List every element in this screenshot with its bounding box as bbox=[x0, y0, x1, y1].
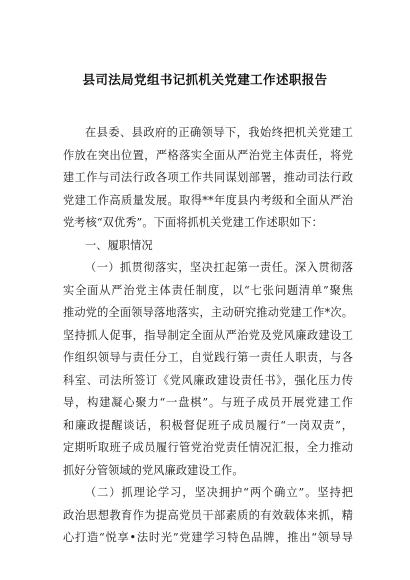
paragraph-line: 推动党的全面领导落地落实，主动研究推动党建工作*次。 bbox=[63, 306, 353, 319]
paragraph-line: （一）抓贯彻落实，坚决扛起第一责任。深入贯彻落 bbox=[85, 261, 353, 274]
paragraph-line: 建工作与司法行政各项工作共同谋划部署，推动司法行政 bbox=[63, 171, 353, 184]
paragraph-line: 政治思想教育作为提高党员干部素质的有效载体来抓，精 bbox=[63, 508, 353, 522]
paragraph-line: 定期听取班子成员履行管党治党责任情况汇报，全力推动 bbox=[63, 441, 353, 454]
paragraph-line: 导，构建凝心聚力“一盘棋”。与班子成员开展党建工作 bbox=[63, 396, 353, 409]
paragraph-line: 坚持抓人促事，指导制定全面从严治党及党风廉政建设工 bbox=[63, 328, 353, 342]
paragraph-line: 作放在突出位置，严格落实全面从严治党主体责任，将党 bbox=[63, 148, 353, 162]
paragraph-line: 和廉政提醒谈话，积极督促班子成员履行“一岗双责”， bbox=[63, 418, 353, 432]
paragraph-line: 在县委、县政府的正确领导下，我始终把机关党建工 bbox=[85, 126, 353, 139]
section-heading: 一、履职情况 bbox=[85, 238, 153, 252]
paragraph-line: 党建工作高质量发展。取得**年度县内考级和全面从严治 bbox=[63, 193, 353, 207]
paragraph-line: 党考核“双优秀”。下面将抓机关党建工作述职如下： bbox=[63, 216, 323, 229]
document-body bbox=[63, 122, 353, 550]
paragraph-line: 作组织领导与责任分工，自觉践行第一责任人职责，与各 bbox=[63, 351, 353, 364]
paragraph-line: 抓好分管领域的党风廉政建设工作。 bbox=[63, 463, 244, 477]
paragraph-line: 实全面从严治党主体责任制度，以“七张问题清单”聚焦 bbox=[63, 283, 353, 297]
document-title: 县司法局党组书记抓机关党建工作述职报告 bbox=[82, 72, 328, 87]
paragraph-line: 心打造“悦享•法时光”党建学习特色品牌，推出“领导导 bbox=[63, 531, 353, 544]
paragraph-line: （二）抓理论学习，坚决拥护“两个确立”。坚持把 bbox=[85, 486, 353, 499]
paragraph-line: 科室、司法所签订《党风廉政建设责任书》，强化压力传 bbox=[63, 373, 353, 387]
